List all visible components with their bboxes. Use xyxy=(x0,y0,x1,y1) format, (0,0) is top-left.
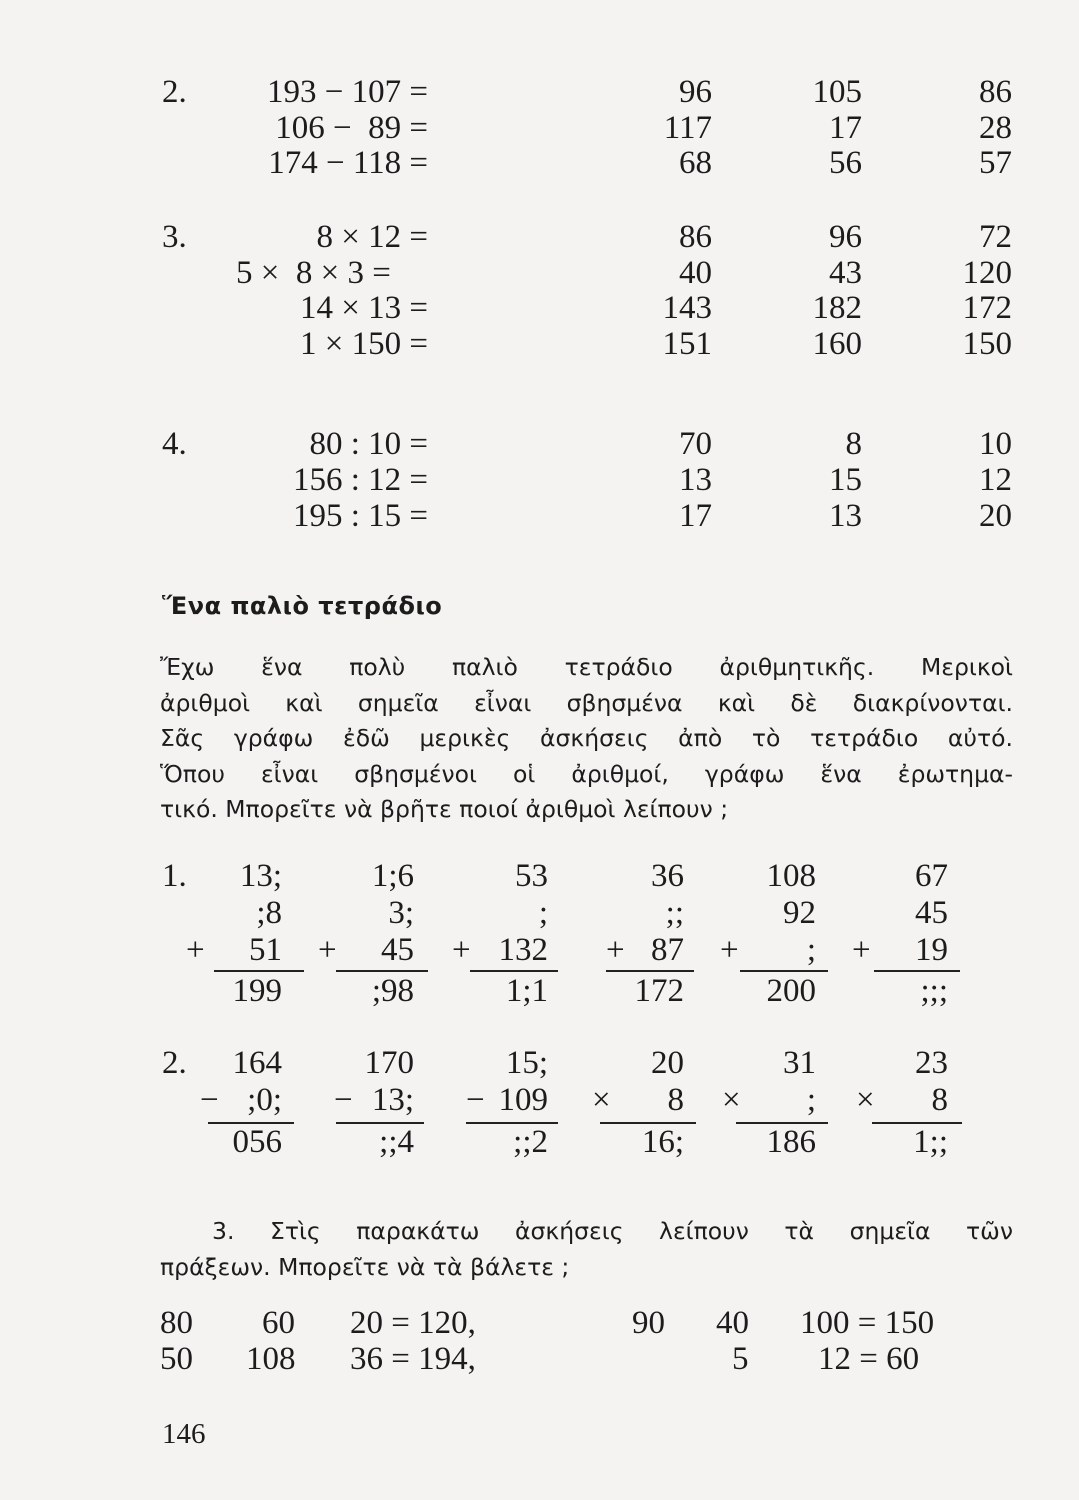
p2c4-b: 8 xyxy=(667,1082,684,1118)
ex3-option: 182 xyxy=(812,290,862,326)
sum-line xyxy=(214,970,304,972)
exercise-2-number: 2. xyxy=(162,74,187,110)
p3-row2-b: 108 xyxy=(246,1341,296,1377)
p2c6-a: 23 xyxy=(915,1045,948,1081)
minus-sign: − xyxy=(466,1082,485,1118)
ex2-option: 117 xyxy=(663,110,712,146)
plus-sign: + xyxy=(452,932,471,968)
p2c2-b: 13; xyxy=(371,1082,414,1118)
p1c1-c: 51 xyxy=(249,932,282,968)
p3-row1-d: 90 xyxy=(632,1305,665,1341)
p1c4-result: 172 xyxy=(634,973,684,1009)
p1c1-result: 199 xyxy=(232,973,282,1009)
p1c6-a: 67 xyxy=(915,858,948,894)
ex3-option: 150 xyxy=(962,326,1012,362)
p2c5-a: 31 xyxy=(783,1045,816,1081)
p1c5-b: 92 xyxy=(783,895,816,931)
exercise-4-number: 4. xyxy=(162,426,187,462)
ex2-option: 28 xyxy=(979,110,1012,146)
ex3-option: 96 xyxy=(829,219,862,255)
times-sign: × xyxy=(856,1082,875,1118)
p1c4-a: 36 xyxy=(651,858,684,894)
p2c1-b: ;0; xyxy=(247,1082,282,1118)
minus-sign: − xyxy=(334,1082,353,1118)
times-sign: × xyxy=(722,1082,741,1118)
p1c4-b: ;; xyxy=(665,895,684,931)
ex3-option: 72 xyxy=(979,219,1012,255)
p1c5-c: ; xyxy=(806,932,816,968)
ex4-option: 13 xyxy=(829,498,862,534)
ex4-option: 17 xyxy=(679,498,712,534)
times-sign: × xyxy=(592,1082,611,1118)
paragraph-line: Ἔχω ἕνα πολὺ παλιὸ τετράδιο ἀριθμητικῆς. Μερικοὶ xyxy=(160,653,1013,681)
p2c2-result: ;;4 xyxy=(379,1124,414,1160)
ex3-option: 143 xyxy=(662,290,712,326)
ex2-expr-2: 106 − 89 = xyxy=(275,110,428,146)
p3-row1-e: 40 xyxy=(716,1305,749,1341)
p1c2-b: 3; xyxy=(388,895,414,931)
ex4-option: 8 xyxy=(845,426,862,462)
p1c4-c: 87 xyxy=(651,932,684,968)
p2c5-result: 186 xyxy=(766,1124,816,1160)
ex3-expr-4: 1 × 150 = xyxy=(300,326,428,362)
ex2-option: 105 xyxy=(812,74,862,110)
ex4-expr-2: 156 : 12 = xyxy=(292,462,428,498)
puzzle-1-number: 1. xyxy=(162,858,187,894)
ex3-option: 160 xyxy=(812,326,862,362)
p2c1-a: 164 xyxy=(232,1045,282,1081)
p2c3-result: ;;2 xyxy=(513,1124,548,1160)
p2c5-b: ; xyxy=(806,1082,816,1118)
section-title: Ἕνα παλιὸ τετράδιο xyxy=(162,592,443,620)
p3-row2-c: 36 = 194, xyxy=(350,1341,476,1377)
ex4-option: 20 xyxy=(979,498,1012,534)
ex4-expr-3: 195 : 15 = xyxy=(292,498,428,534)
exercise-3-number: 3. xyxy=(162,219,187,255)
p2c6-result: 1;; xyxy=(913,1124,948,1160)
p1c5-a: 108 xyxy=(766,858,816,894)
paragraph-line: τικό. Μπορεῖτε νὰ βρῆτε ποιοί ἀριθμοὶ λείπουν ; xyxy=(160,795,729,823)
p3-row2-d: 5 xyxy=(732,1341,749,1377)
paragraph-line: Ὅπου εἶναι σβησμένοι οἱ ἀριθμοί, γράφω ἕνα ἐρωτημα- xyxy=(160,759,1013,788)
ex2-option: 96 xyxy=(679,74,712,110)
sum-line xyxy=(740,970,828,972)
ex3-option: 43 xyxy=(829,255,862,291)
p3-row2-e: 12 = 60 xyxy=(818,1341,920,1377)
instruction-line: 3. Στὶς παρακάτω ἀσκήσεις λείπουν τὰ σημεῖα τῶν xyxy=(212,1217,1013,1245)
ex4-option: 13 xyxy=(679,462,712,498)
p1c3-result: 1;1 xyxy=(505,973,548,1009)
ex3-expr-3: 14 × 13 = xyxy=(300,290,428,326)
ex4-option: 70 xyxy=(679,426,712,462)
p2c4-result: 16; xyxy=(641,1124,684,1160)
ex2-expr-1: 193 − 107 = xyxy=(267,74,428,110)
puzzle-2-number: 2. xyxy=(162,1045,187,1081)
p1c5-result: 200 xyxy=(766,973,816,1009)
ex2-option: 57 xyxy=(979,145,1012,181)
p1c6-result: ;;; xyxy=(920,973,948,1009)
p3-row2-a: 50 xyxy=(160,1341,193,1377)
p1c2-result: ;98 xyxy=(371,973,414,1009)
instruction-line: πράξεων. Μπορεῖτε νὰ τὰ βάλετε ; xyxy=(160,1253,570,1281)
p3-row1-a: 80 xyxy=(160,1305,193,1341)
puzzle-3-instruction xyxy=(160,1213,1013,1285)
p1c3-a: 53 xyxy=(515,858,548,894)
p3-row1-c: 20 = 120, xyxy=(350,1305,476,1341)
ex3-option: 40 xyxy=(679,255,712,291)
plus-sign: + xyxy=(720,932,739,968)
p1c3-b: ; xyxy=(538,895,548,931)
ex4-option: 12 xyxy=(979,462,1012,498)
paragraph-line: ἀριθμοὶ καὶ σημεῖα εἶναι σβησμένα καὶ δὲ διακρίνονται. xyxy=(160,688,1013,717)
ex4-option: 15 xyxy=(829,462,862,498)
p1c6-c: 19 xyxy=(915,932,948,968)
ex3-option: 151 xyxy=(662,326,712,362)
sum-line xyxy=(874,970,960,972)
p1c2-c: 45 xyxy=(381,932,414,968)
ex3-option: 86 xyxy=(679,219,712,255)
p1c6-b: 45 xyxy=(915,895,948,931)
p1c1-a: 13; xyxy=(239,858,282,894)
ex3-option: 172 xyxy=(962,290,1012,326)
page-number: 146 xyxy=(162,1418,206,1450)
p2c1-result: 056 xyxy=(232,1124,282,1160)
ex3-expr-1: 8 × 12 = xyxy=(316,219,428,255)
sum-line xyxy=(336,970,428,972)
plus-sign: + xyxy=(318,932,337,968)
paragraph-line: Σᾶς γράφω ἐδῶ μερικὲς ἀσκήσεις ἀπὸ τὸ τετράδιο αὐτό. xyxy=(160,724,1013,752)
p1c2-a: 1;6 xyxy=(371,858,414,894)
sum-line xyxy=(606,970,694,972)
p2c3-a: 15; xyxy=(505,1045,548,1081)
ex2-option: 17 xyxy=(829,110,862,146)
p2c2-a: 170 xyxy=(364,1045,414,1081)
plus-sign: + xyxy=(852,932,871,968)
p2c3-b: 109 xyxy=(498,1082,548,1118)
ex4-expr-1: 80 : 10 = xyxy=(309,426,428,462)
p3-row1-b: 60 xyxy=(262,1305,295,1341)
sum-line xyxy=(470,970,558,972)
p1c1-b: ;8 xyxy=(256,895,282,931)
p2c4-a: 20 xyxy=(651,1045,684,1081)
ex3-expr-2: 5 × 8 × 3 = xyxy=(236,255,391,291)
ex2-option: 56 xyxy=(829,145,862,181)
ex2-option: 68 xyxy=(679,145,712,181)
ex2-expr-3: 174 − 118 = xyxy=(268,145,428,181)
minus-sign: − xyxy=(200,1082,219,1118)
plus-sign: + xyxy=(186,932,205,968)
ex3-option: 120 xyxy=(962,255,1012,291)
plus-sign: + xyxy=(606,932,625,968)
ex4-option: 10 xyxy=(979,426,1012,462)
ex2-option: 86 xyxy=(979,74,1012,110)
p1c3-c: 132 xyxy=(498,932,548,968)
p3-row1-f: 100 = 150 xyxy=(800,1305,935,1341)
section-paragraph xyxy=(160,650,1013,828)
p2c6-b: 8 xyxy=(931,1082,948,1118)
